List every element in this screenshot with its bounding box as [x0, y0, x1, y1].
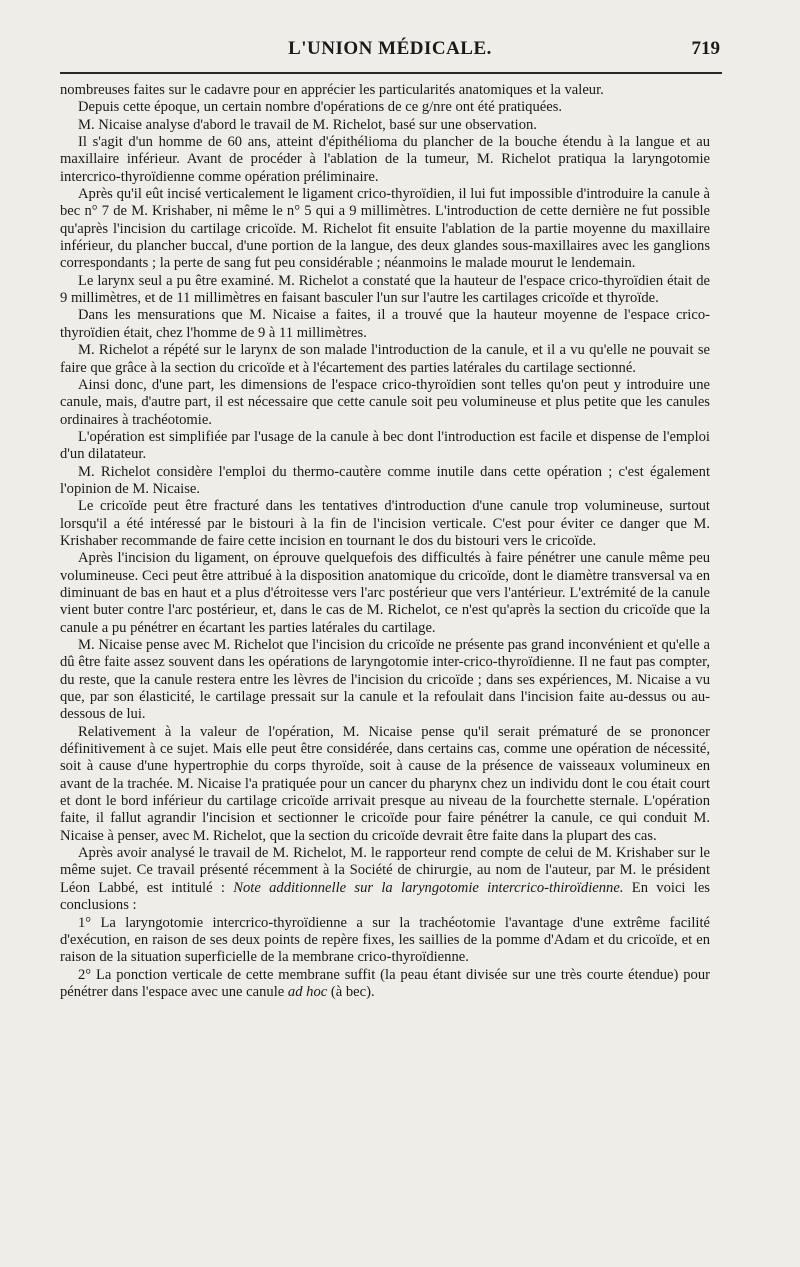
article-body [60, 82, 710, 1001]
paragraph: Dans les mensurations que M. Nicaise a faites, il a trouvé que la hauteur moyenne de l'espace crico-thyroïdien était, chez l'homme de 9 à 11 millimètres. [60, 307, 710, 341]
paragraph: Le cricoïde peut être fracturé dans les tentatives d'introduction d'une canule trop volumineuse, surtout lorsqu'il a été intéressé par le bistouri à la fin de l'incision verticale. C'est pour éviter ce danger que M. Krishaber recommande de faire cette incision en tournant le dos du bistouri vers le cricoïde. [60, 498, 710, 549]
page-number: 719 [691, 38, 720, 59]
paragraph: Relativement à la valeur de l'opération, M. Nicaise pense qu'il serait prématuré de se prononcer définitivement à ce sujet. Mais elle peut être considérée, dans certains cas, comme une opération de nécessité, soit à cause d'une hypertrophie du corps thyroïde, soit à cause de la présence de vaisseaux volumineux en avant de la trachée. M. Nicaise l'a pratiquée pour un cancer du pharynx chez un individu dont le cou était court et dont le bord inférieur du cartilage cricoïde arrivait presque au niveau de la fourchette sternale. L'opération faite, il fallut agrandir l'incision et sectionner le cricoïde pour faire pénétrer la canule, ce qui conduit M. Nicaise à penser, avec M. Richelot, que la section du cricoïde devrait être faite dans la plupart des cas. [60, 723, 710, 844]
conclusion-item [60, 967, 710, 1002]
paragraph: M. Nicaise pense avec M. Richelot que l'incision du cricoïde ne présente pas grand inconvénient et qu'elle a dû être faite assez souvent dans les opérations de laryngotomie inter-crico-thyroïdienne. Il ne faut pas compter, du reste, que la canule restera entre les lèvres de l'incision du cricoïde ; dans ses expériences, M. Nicaise a vu que, par son élasticité, le cartilage pressait sur la canule et la refoulait dans l'incision faite au-dessus ou au-dessous de lui. [60, 637, 710, 723]
paragraph: M. Richelot considère l'emploi du thermo-cautère comme inutile dans cette opération ; c'est également l'opinion de M. Nicaise. [60, 463, 710, 497]
paragraph: Ainsi donc, d'une part, les dimensions de l'espace crico-thyroïdien sont telles qu'on peut y introduire une canule, mais, d'autre part, il est nécessaire que cette canule soit peu volumineuse et plus petite que les canules ordinaires à trachéotomie. [60, 376, 710, 428]
paragraph: nombreuses faites sur le cadavre pour en apprécier les particularités anatomiques et la valeur. [60, 82, 604, 98]
paragraph: M. Nicaise analyse d'abord le travail de M. Richelot, basé sur une observation. [78, 116, 537, 133]
paragraph: Le larynx seul a pu être examiné. M. Richelot a constaté que la hauteur de l'espace crico-thyroïdien était de 9 millimètres, et de 11 millimètres en faisant basculer l'un sur l'autre les cartilages cricoïde et thyroïde. [60, 272, 710, 307]
paragraph-krishaber [60, 845, 710, 914]
krishaber-intro: Après avoir analysé le travail de M. Richelot, M. le rapporteur rend compte de celui de M. Krishaber sur le même sujet. Ce travail présenté récemment à la Société de chirurgie, au nom de l'auteur, par M. le président Léon Labbé, est intitulé : [60, 845, 710, 896]
conclusion-item: 1° La laryngotomie intercrico-thyroïdienne a sur la trachéotomie l'avantage d'une extrême facilité d'exécution, en raison de ses deux points de repère fixes, les saillies de la pomme d'Adam et du cricoïde, et en raison de la situation superficielle de la membrane crico-thyroïdienne. [60, 914, 710, 966]
conclusion-2-start: 2° La ponction verticale de cette membrane suffit (la peau étant divisée sur une très courte étendue) pour pénétrer dans l'espace avec une canule [60, 966, 710, 1000]
paragraph: Après qu'il eût incisé verticalement le ligament crico-thyroïdien, il lui fut impossible d'introduire la canule à bec n° 7 de M. Krishaber, ni même le n° 5 qui a 9 millimètres. L'introduction de cette dernière ne fut possible qu'après l'incision du cartilage cricoïde. M. Richelot fit ensuite l'ablation de la partie moyenne du maxillaire inférieur, du plancher buccal, d'une portion de la langue, des deux glandes sous-maxillaires avec les ganglions correspondants ; la perte de sang fut peu considérable ; néanmoins le malade mourut le lendemain. [60, 186, 710, 272]
conclusion-2-italic: ad hoc [287, 983, 328, 1000]
paragraph: L'opération est simplifiée par l'usage de la canule à bec dont l'introduction est facile et dispense de l'emploi d'un dilatateur. [60, 428, 710, 463]
header-rule [60, 72, 722, 74]
krishaber-outro: En voici les conclusions : [60, 879, 710, 914]
paragraph: Après l'incision du ligament, on éprouve quelquefois des difficultés à faire pénétrer une canule même peu volumineuse. Ceci peut être attribué à la disposition anatomique du cricoïde, dont le diamètre transversal va en diminuant de bas en haut et a plus d'étroitesse vers l'arc postérieur que vers l'antérieur. L'extrémité de la canule vient buter contre l'arc postérieur, et, dans le cas de M. Richelot, ce n'est qu'après la section du cricoïde que la canule a pu pénétrer en écartant les parties latérales du cartilage. [60, 550, 710, 636]
conclusion-2-end: (à bec). [327, 983, 375, 1000]
running-title: L'UNION MÉDICALE. [288, 38, 492, 59]
page-header [60, 38, 720, 64]
paragraph: M. Richelot a répété sur le larynx de son malade l'introduction de la canule, et il a vu qu'elle ne pouvait se faire que grâce à la section du cricoïde et à l'écartement des parties latérales du cartilage sectionné. [60, 342, 710, 376]
paragraph: Depuis cette époque, un certain nombre d'opérations de ce g/nre ont été pratiquées. [78, 99, 563, 116]
krishaber-note-title: Note additionnelle sur la laryngotomie intercrico-thiroïdienne. [233, 879, 624, 896]
paragraph: Il s'agit d'un homme de 60 ans, atteint d'épithélioma du plancher de la bouche étendu à la langue et au maxillaire inférieur. Avant de procéder à l'ablation de la tumeur, M. Richelot pratiqua la laryngotomie intercrico-thyroïdienne comme opération préliminaire. [60, 134, 710, 185]
